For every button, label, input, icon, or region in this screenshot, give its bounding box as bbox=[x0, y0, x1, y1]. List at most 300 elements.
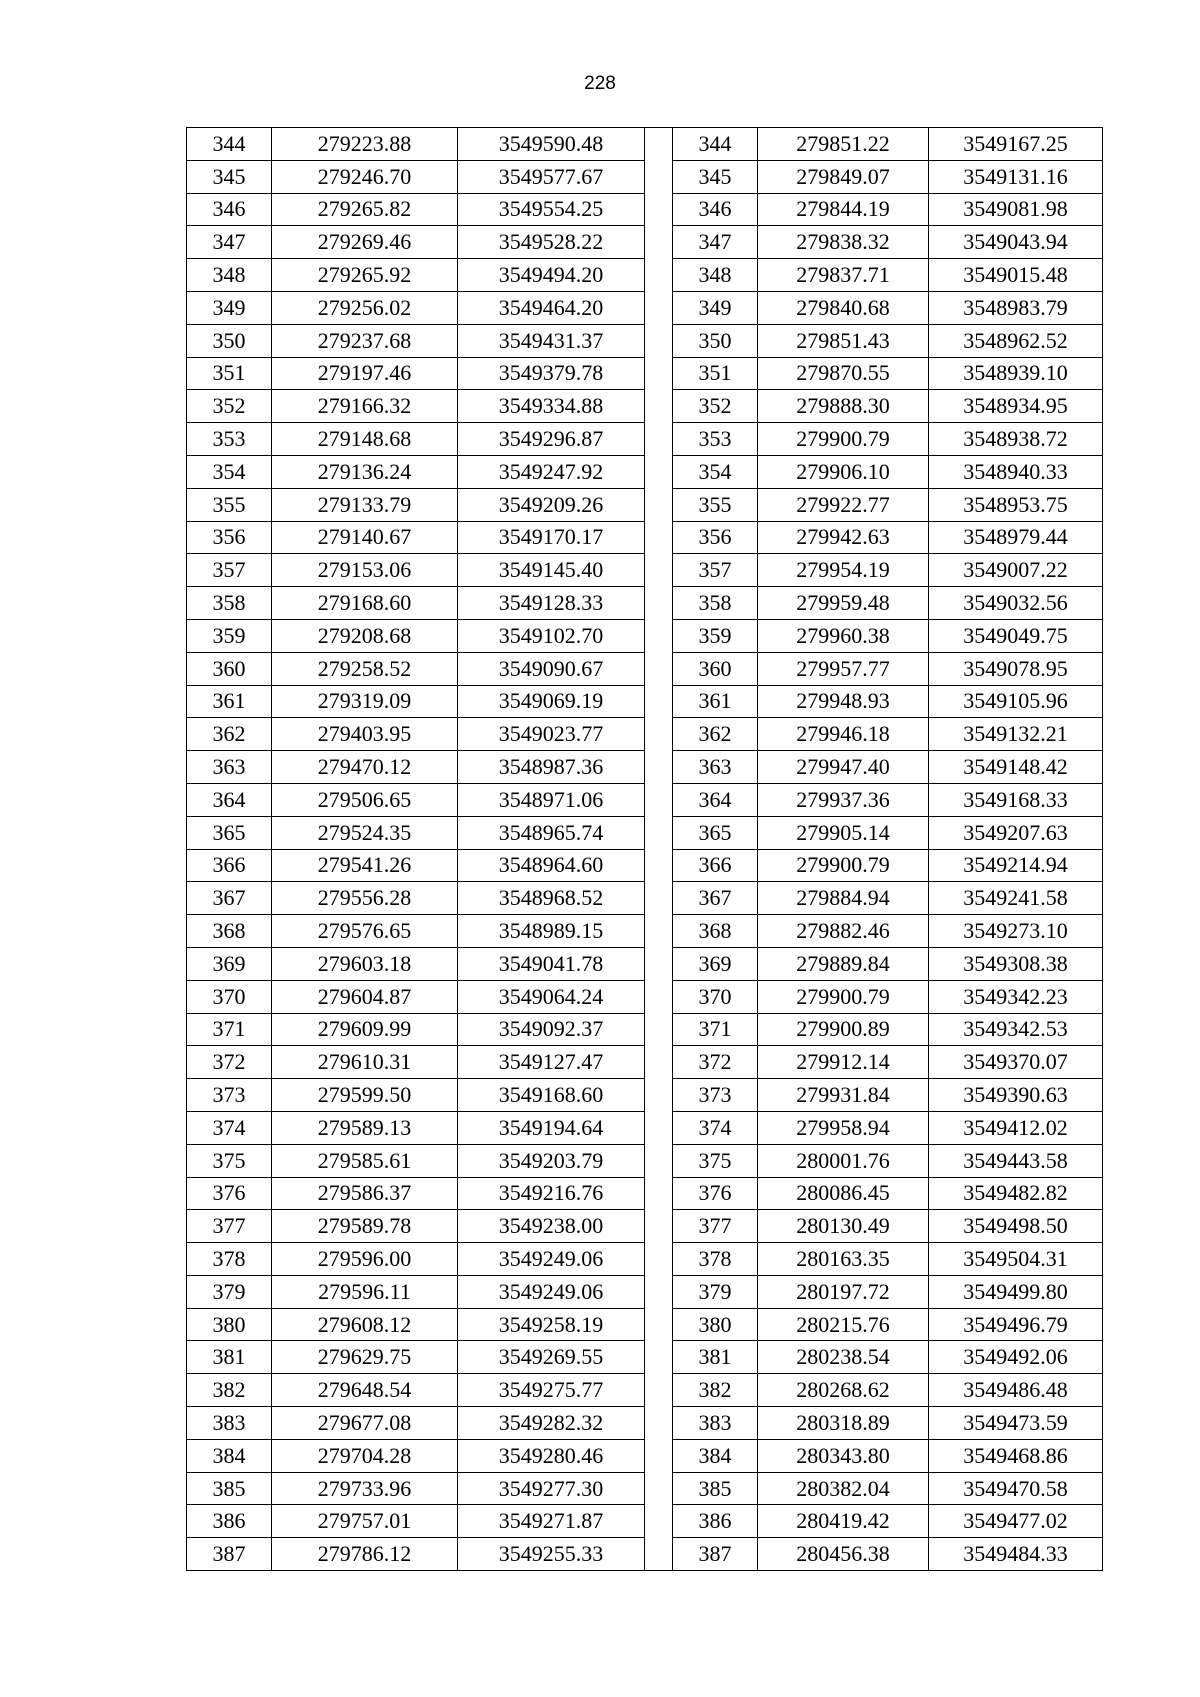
x-coordinate-right: 279954.19 bbox=[758, 554, 929, 587]
y-coordinate-right: 3549342.23 bbox=[929, 980, 1103, 1013]
column-separator bbox=[645, 521, 673, 554]
y-coordinate-left: 3549282.32 bbox=[458, 1407, 645, 1440]
y-coordinate-left: 3549528.22 bbox=[458, 226, 645, 259]
y-coordinate-right: 3549477.02 bbox=[929, 1505, 1103, 1538]
point-id-left: 357 bbox=[187, 554, 272, 587]
y-coordinate-right: 3549131.16 bbox=[929, 160, 1103, 193]
x-coordinate-right: 279851.43 bbox=[758, 324, 929, 357]
column-separator bbox=[645, 193, 673, 226]
y-coordinate-left: 3549255.33 bbox=[458, 1538, 645, 1571]
y-coordinate-right: 3549032.56 bbox=[929, 587, 1103, 620]
column-separator bbox=[645, 1079, 673, 1112]
y-coordinate-left: 3549280.46 bbox=[458, 1439, 645, 1472]
table-row bbox=[187, 1374, 1103, 1407]
x-coordinate-left: 279733.96 bbox=[272, 1472, 458, 1505]
point-id-left: 353 bbox=[187, 423, 272, 456]
table-row bbox=[187, 193, 1103, 226]
x-coordinate-right: 279947.40 bbox=[758, 751, 929, 784]
column-separator bbox=[645, 751, 673, 784]
y-coordinate-right: 3548983.79 bbox=[929, 291, 1103, 324]
y-coordinate-right: 3548938.72 bbox=[929, 423, 1103, 456]
point-id-right: 359 bbox=[673, 619, 758, 652]
point-id-right: 382 bbox=[673, 1374, 758, 1407]
y-coordinate-left: 3548964.60 bbox=[458, 849, 645, 882]
x-coordinate-left: 279265.92 bbox=[272, 259, 458, 292]
x-coordinate-right: 280456.38 bbox=[758, 1538, 929, 1571]
point-id-left: 375 bbox=[187, 1144, 272, 1177]
point-id-left: 381 bbox=[187, 1341, 272, 1374]
point-id-right: 361 bbox=[673, 685, 758, 718]
point-id-left: 378 bbox=[187, 1243, 272, 1276]
y-coordinate-right: 3549390.63 bbox=[929, 1079, 1103, 1112]
x-coordinate-left: 279246.70 bbox=[272, 160, 458, 193]
point-id-left: 360 bbox=[187, 652, 272, 685]
table-row bbox=[187, 1210, 1103, 1243]
point-id-left: 363 bbox=[187, 751, 272, 784]
column-separator bbox=[645, 357, 673, 390]
point-id-left: 367 bbox=[187, 882, 272, 915]
point-id-right: 379 bbox=[673, 1275, 758, 1308]
column-separator bbox=[645, 423, 673, 456]
y-coordinate-left: 3549102.70 bbox=[458, 619, 645, 652]
table-row bbox=[187, 1079, 1103, 1112]
point-id-right: 356 bbox=[673, 521, 758, 554]
y-coordinate-left: 3549431.37 bbox=[458, 324, 645, 357]
x-coordinate-right: 279900.79 bbox=[758, 849, 929, 882]
table-row bbox=[187, 652, 1103, 685]
point-id-left: 348 bbox=[187, 259, 272, 292]
y-coordinate-left: 3549092.37 bbox=[458, 1013, 645, 1046]
y-coordinate-right: 3549412.02 bbox=[929, 1111, 1103, 1144]
x-coordinate-left: 279704.28 bbox=[272, 1439, 458, 1472]
y-coordinate-left: 3549271.87 bbox=[458, 1505, 645, 1538]
x-coordinate-left: 279629.75 bbox=[272, 1341, 458, 1374]
y-coordinate-left: 3548968.52 bbox=[458, 882, 645, 915]
y-coordinate-left: 3549203.79 bbox=[458, 1144, 645, 1177]
point-id-left: 356 bbox=[187, 521, 272, 554]
x-coordinate-left: 279609.99 bbox=[272, 1013, 458, 1046]
point-id-left: 349 bbox=[187, 291, 272, 324]
y-coordinate-left: 3549247.92 bbox=[458, 455, 645, 488]
table-row bbox=[187, 1439, 1103, 1472]
point-id-left: 347 bbox=[187, 226, 272, 259]
y-coordinate-right: 3549167.25 bbox=[929, 128, 1103, 161]
point-id-right: 380 bbox=[673, 1308, 758, 1341]
point-id-right: 370 bbox=[673, 980, 758, 1013]
y-coordinate-right: 3548939.10 bbox=[929, 357, 1103, 390]
y-coordinate-right: 3549207.63 bbox=[929, 816, 1103, 849]
y-coordinate-right: 3549443.58 bbox=[929, 1144, 1103, 1177]
point-id-left: 369 bbox=[187, 947, 272, 980]
y-coordinate-right: 3549496.79 bbox=[929, 1308, 1103, 1341]
x-coordinate-left: 279596.00 bbox=[272, 1243, 458, 1276]
x-coordinate-left: 279256.02 bbox=[272, 291, 458, 324]
y-coordinate-right: 3549007.22 bbox=[929, 554, 1103, 587]
y-coordinate-left: 3549577.67 bbox=[458, 160, 645, 193]
point-id-left: 380 bbox=[187, 1308, 272, 1341]
x-coordinate-left: 279136.24 bbox=[272, 455, 458, 488]
table-row bbox=[187, 291, 1103, 324]
x-coordinate-left: 279596.11 bbox=[272, 1275, 458, 1308]
point-id-left: 385 bbox=[187, 1472, 272, 1505]
table-row bbox=[187, 1538, 1103, 1571]
column-separator bbox=[645, 1439, 673, 1472]
y-coordinate-left: 3549023.77 bbox=[458, 718, 645, 751]
point-id-left: 359 bbox=[187, 619, 272, 652]
y-coordinate-right: 3548979.44 bbox=[929, 521, 1103, 554]
y-coordinate-right: 3549484.33 bbox=[929, 1538, 1103, 1571]
y-coordinate-left: 3549238.00 bbox=[458, 1210, 645, 1243]
page-number: 228 bbox=[584, 73, 616, 94]
table-row bbox=[187, 324, 1103, 357]
x-coordinate-right: 279931.84 bbox=[758, 1079, 929, 1112]
table-row bbox=[187, 128, 1103, 161]
point-id-right: 344 bbox=[673, 128, 758, 161]
point-id-right: 358 bbox=[673, 587, 758, 620]
table-row bbox=[187, 619, 1103, 652]
y-coordinate-right: 3549492.06 bbox=[929, 1341, 1103, 1374]
x-coordinate-left: 279153.06 bbox=[272, 554, 458, 587]
point-id-right: 387 bbox=[673, 1538, 758, 1571]
point-id-right: 368 bbox=[673, 915, 758, 948]
y-coordinate-left: 3549334.88 bbox=[458, 390, 645, 423]
y-coordinate-left: 3549041.78 bbox=[458, 947, 645, 980]
table-row bbox=[187, 521, 1103, 554]
y-coordinate-left: 3548987.36 bbox=[458, 751, 645, 784]
y-coordinate-right: 3549342.53 bbox=[929, 1013, 1103, 1046]
x-coordinate-left: 279208.68 bbox=[272, 619, 458, 652]
column-separator bbox=[645, 259, 673, 292]
y-coordinate-right: 3549049.75 bbox=[929, 619, 1103, 652]
x-coordinate-left: 279403.95 bbox=[272, 718, 458, 751]
x-coordinate-right: 279900.79 bbox=[758, 980, 929, 1013]
point-id-left: 368 bbox=[187, 915, 272, 948]
x-coordinate-left: 279610.31 bbox=[272, 1046, 458, 1079]
table-row bbox=[187, 587, 1103, 620]
point-id-left: 361 bbox=[187, 685, 272, 718]
point-id-right: 355 bbox=[673, 488, 758, 521]
x-coordinate-right: 279900.89 bbox=[758, 1013, 929, 1046]
point-id-right: 376 bbox=[673, 1177, 758, 1210]
column-separator bbox=[645, 1407, 673, 1440]
column-separator bbox=[645, 1505, 673, 1538]
y-coordinate-right: 3549043.94 bbox=[929, 226, 1103, 259]
column-separator bbox=[645, 488, 673, 521]
x-coordinate-left: 279599.50 bbox=[272, 1079, 458, 1112]
x-coordinate-right: 279959.48 bbox=[758, 587, 929, 620]
x-coordinate-right: 280238.54 bbox=[758, 1341, 929, 1374]
x-coordinate-left: 279576.65 bbox=[272, 915, 458, 948]
table-row bbox=[187, 1111, 1103, 1144]
point-id-right: 351 bbox=[673, 357, 758, 390]
y-coordinate-right: 3549105.96 bbox=[929, 685, 1103, 718]
x-coordinate-left: 279319.09 bbox=[272, 685, 458, 718]
column-separator bbox=[645, 1275, 673, 1308]
y-coordinate-left: 3549069.19 bbox=[458, 685, 645, 718]
point-id-right: 367 bbox=[673, 882, 758, 915]
point-id-left: 346 bbox=[187, 193, 272, 226]
x-coordinate-right: 280130.49 bbox=[758, 1210, 929, 1243]
point-id-left: 344 bbox=[187, 128, 272, 161]
table-row bbox=[187, 554, 1103, 587]
table-row bbox=[187, 980, 1103, 1013]
y-coordinate-left: 3549379.78 bbox=[458, 357, 645, 390]
point-id-left: 350 bbox=[187, 324, 272, 357]
y-coordinate-left: 3548989.15 bbox=[458, 915, 645, 948]
x-coordinate-left: 279589.13 bbox=[272, 1111, 458, 1144]
x-coordinate-right: 279912.14 bbox=[758, 1046, 929, 1079]
column-separator bbox=[645, 1538, 673, 1571]
point-id-right: 363 bbox=[673, 751, 758, 784]
y-coordinate-left: 3548965.74 bbox=[458, 816, 645, 849]
column-separator bbox=[645, 1243, 673, 1276]
x-coordinate-right: 279946.18 bbox=[758, 718, 929, 751]
x-coordinate-left: 279148.68 bbox=[272, 423, 458, 456]
table-row bbox=[187, 1144, 1103, 1177]
point-id-left: 366 bbox=[187, 849, 272, 882]
column-separator bbox=[645, 226, 673, 259]
point-id-left: 355 bbox=[187, 488, 272, 521]
point-id-right: 374 bbox=[673, 1111, 758, 1144]
y-coordinate-left: 3549249.06 bbox=[458, 1275, 645, 1308]
table-row bbox=[187, 1243, 1103, 1276]
column-separator bbox=[645, 128, 673, 161]
y-coordinate-left: 3549064.24 bbox=[458, 980, 645, 1013]
point-id-left: 382 bbox=[187, 1374, 272, 1407]
table-row bbox=[187, 1407, 1103, 1440]
x-coordinate-right: 280086.45 bbox=[758, 1177, 929, 1210]
x-coordinate-left: 279585.61 bbox=[272, 1144, 458, 1177]
point-id-right: 354 bbox=[673, 455, 758, 488]
point-id-right: 345 bbox=[673, 160, 758, 193]
table-row bbox=[187, 1177, 1103, 1210]
column-separator bbox=[645, 685, 673, 718]
column-separator bbox=[645, 1472, 673, 1505]
y-coordinate-left: 3549168.60 bbox=[458, 1079, 645, 1112]
column-separator bbox=[645, 849, 673, 882]
column-separator bbox=[645, 1341, 673, 1374]
column-separator bbox=[645, 324, 673, 357]
x-coordinate-left: 279265.82 bbox=[272, 193, 458, 226]
y-coordinate-left: 3549258.19 bbox=[458, 1308, 645, 1341]
x-coordinate-right: 279937.36 bbox=[758, 783, 929, 816]
table-row bbox=[187, 783, 1103, 816]
table-row bbox=[187, 947, 1103, 980]
y-coordinate-right: 3548962.52 bbox=[929, 324, 1103, 357]
x-coordinate-left: 279757.01 bbox=[272, 1505, 458, 1538]
table-row bbox=[187, 488, 1103, 521]
x-coordinate-left: 279470.12 bbox=[272, 751, 458, 784]
x-coordinate-right: 279870.55 bbox=[758, 357, 929, 390]
table-row bbox=[187, 423, 1103, 456]
point-id-right: 366 bbox=[673, 849, 758, 882]
x-coordinate-left: 279140.67 bbox=[272, 521, 458, 554]
point-id-left: 365 bbox=[187, 816, 272, 849]
table-row bbox=[187, 915, 1103, 948]
x-coordinate-right: 279906.10 bbox=[758, 455, 929, 488]
y-coordinate-right: 3548934.95 bbox=[929, 390, 1103, 423]
point-id-left: 376 bbox=[187, 1177, 272, 1210]
column-separator bbox=[645, 160, 673, 193]
x-coordinate-right: 279900.79 bbox=[758, 423, 929, 456]
column-separator bbox=[645, 1308, 673, 1341]
column-separator bbox=[645, 390, 673, 423]
y-coordinate-left: 3549127.47 bbox=[458, 1046, 645, 1079]
x-coordinate-right: 279957.77 bbox=[758, 652, 929, 685]
point-id-right: 384 bbox=[673, 1439, 758, 1472]
y-coordinate-left: 3549145.40 bbox=[458, 554, 645, 587]
x-coordinate-right: 279837.71 bbox=[758, 259, 929, 292]
x-coordinate-left: 279603.18 bbox=[272, 947, 458, 980]
point-id-left: 379 bbox=[187, 1275, 272, 1308]
x-coordinate-right: 279889.84 bbox=[758, 947, 929, 980]
table-row bbox=[187, 226, 1103, 259]
point-id-right: 349 bbox=[673, 291, 758, 324]
point-id-left: 372 bbox=[187, 1046, 272, 1079]
y-coordinate-left: 3549194.64 bbox=[458, 1111, 645, 1144]
y-coordinate-left: 3549296.87 bbox=[458, 423, 645, 456]
point-id-right: 383 bbox=[673, 1407, 758, 1440]
x-coordinate-left: 279237.68 bbox=[272, 324, 458, 357]
y-coordinate-right: 3549468.86 bbox=[929, 1439, 1103, 1472]
x-coordinate-left: 279677.08 bbox=[272, 1407, 458, 1440]
x-coordinate-left: 279541.26 bbox=[272, 849, 458, 882]
table-row bbox=[187, 849, 1103, 882]
y-coordinate-left: 3549494.20 bbox=[458, 259, 645, 292]
point-id-left: 364 bbox=[187, 783, 272, 816]
x-coordinate-right: 280268.62 bbox=[758, 1374, 929, 1407]
table-row bbox=[187, 1308, 1103, 1341]
y-coordinate-right: 3549078.95 bbox=[929, 652, 1103, 685]
table-row bbox=[187, 685, 1103, 718]
point-id-left: 387 bbox=[187, 1538, 272, 1571]
y-coordinate-right: 3549241.58 bbox=[929, 882, 1103, 915]
table-row bbox=[187, 1275, 1103, 1308]
column-separator bbox=[645, 1046, 673, 1079]
x-coordinate-right: 279844.19 bbox=[758, 193, 929, 226]
x-coordinate-left: 279506.65 bbox=[272, 783, 458, 816]
y-coordinate-right: 3549015.48 bbox=[929, 259, 1103, 292]
x-coordinate-left: 279604.87 bbox=[272, 980, 458, 1013]
x-coordinate-right: 280343.80 bbox=[758, 1439, 929, 1472]
point-id-right: 375 bbox=[673, 1144, 758, 1177]
point-id-right: 373 bbox=[673, 1079, 758, 1112]
y-coordinate-right: 3549470.58 bbox=[929, 1472, 1103, 1505]
y-coordinate-right: 3549132.21 bbox=[929, 718, 1103, 751]
y-coordinate-left: 3549275.77 bbox=[458, 1374, 645, 1407]
y-coordinate-right: 3549499.80 bbox=[929, 1275, 1103, 1308]
point-id-left: 384 bbox=[187, 1439, 272, 1472]
point-id-left: 370 bbox=[187, 980, 272, 1013]
point-id-right: 346 bbox=[673, 193, 758, 226]
x-coordinate-right: 279851.22 bbox=[758, 128, 929, 161]
column-separator bbox=[645, 1374, 673, 1407]
y-coordinate-right: 3549486.48 bbox=[929, 1374, 1103, 1407]
x-coordinate-right: 280163.35 bbox=[758, 1243, 929, 1276]
point-id-right: 369 bbox=[673, 947, 758, 980]
x-coordinate-right: 280215.76 bbox=[758, 1308, 929, 1341]
column-separator bbox=[645, 1111, 673, 1144]
point-id-right: 386 bbox=[673, 1505, 758, 1538]
x-coordinate-right: 279840.68 bbox=[758, 291, 929, 324]
column-separator bbox=[645, 1210, 673, 1243]
point-id-right: 352 bbox=[673, 390, 758, 423]
table-row bbox=[187, 882, 1103, 915]
column-separator bbox=[645, 291, 673, 324]
point-id-right: 350 bbox=[673, 324, 758, 357]
point-id-left: 373 bbox=[187, 1079, 272, 1112]
point-id-left: 371 bbox=[187, 1013, 272, 1046]
table-row bbox=[187, 1472, 1103, 1505]
point-id-right: 381 bbox=[673, 1341, 758, 1374]
y-coordinate-left: 3548971.06 bbox=[458, 783, 645, 816]
x-coordinate-left: 279258.52 bbox=[272, 652, 458, 685]
table-row bbox=[187, 751, 1103, 784]
y-coordinate-right: 3549370.07 bbox=[929, 1046, 1103, 1079]
x-coordinate-right: 279960.38 bbox=[758, 619, 929, 652]
point-id-right: 362 bbox=[673, 718, 758, 751]
x-coordinate-left: 279197.46 bbox=[272, 357, 458, 390]
column-separator bbox=[645, 587, 673, 620]
table-row bbox=[187, 1046, 1103, 1079]
x-coordinate-right: 279838.32 bbox=[758, 226, 929, 259]
y-coordinate-left: 3549209.26 bbox=[458, 488, 645, 521]
x-coordinate-left: 279524.35 bbox=[272, 816, 458, 849]
column-separator bbox=[645, 915, 673, 948]
x-coordinate-left: 279223.88 bbox=[272, 128, 458, 161]
column-separator bbox=[645, 980, 673, 1013]
x-coordinate-right: 280318.89 bbox=[758, 1407, 929, 1440]
table-row bbox=[187, 1505, 1103, 1538]
x-coordinate-left: 279648.54 bbox=[272, 1374, 458, 1407]
y-coordinate-left: 3549464.20 bbox=[458, 291, 645, 324]
column-separator bbox=[645, 619, 673, 652]
x-coordinate-right: 280382.04 bbox=[758, 1472, 929, 1505]
point-id-right: 372 bbox=[673, 1046, 758, 1079]
column-separator bbox=[645, 455, 673, 488]
table-row bbox=[187, 259, 1103, 292]
point-id-right: 348 bbox=[673, 259, 758, 292]
point-id-left: 386 bbox=[187, 1505, 272, 1538]
x-coordinate-right: 279905.14 bbox=[758, 816, 929, 849]
x-coordinate-left: 279586.37 bbox=[272, 1177, 458, 1210]
x-coordinate-right: 280419.42 bbox=[758, 1505, 929, 1538]
column-separator bbox=[645, 783, 673, 816]
x-coordinate-left: 279166.32 bbox=[272, 390, 458, 423]
y-coordinate-left: 3549090.67 bbox=[458, 652, 645, 685]
y-coordinate-right: 3549214.94 bbox=[929, 849, 1103, 882]
table-row bbox=[187, 390, 1103, 423]
x-coordinate-left: 279608.12 bbox=[272, 1308, 458, 1341]
column-separator bbox=[645, 1177, 673, 1210]
column-separator bbox=[645, 947, 673, 980]
x-coordinate-left: 279556.28 bbox=[272, 882, 458, 915]
point-id-right: 385 bbox=[673, 1472, 758, 1505]
y-coordinate-right: 3548940.33 bbox=[929, 455, 1103, 488]
y-coordinate-right: 3548953.75 bbox=[929, 488, 1103, 521]
point-id-left: 354 bbox=[187, 455, 272, 488]
table-row bbox=[187, 718, 1103, 751]
point-id-right: 353 bbox=[673, 423, 758, 456]
x-coordinate-left: 279786.12 bbox=[272, 1538, 458, 1571]
y-coordinate-right: 3549308.38 bbox=[929, 947, 1103, 980]
x-coordinate-right: 279922.77 bbox=[758, 488, 929, 521]
y-coordinate-right: 3549504.31 bbox=[929, 1243, 1103, 1276]
x-coordinate-right: 279958.94 bbox=[758, 1111, 929, 1144]
point-id-left: 377 bbox=[187, 1210, 272, 1243]
y-coordinate-right: 3549473.59 bbox=[929, 1407, 1103, 1440]
x-coordinate-left: 279589.78 bbox=[272, 1210, 458, 1243]
